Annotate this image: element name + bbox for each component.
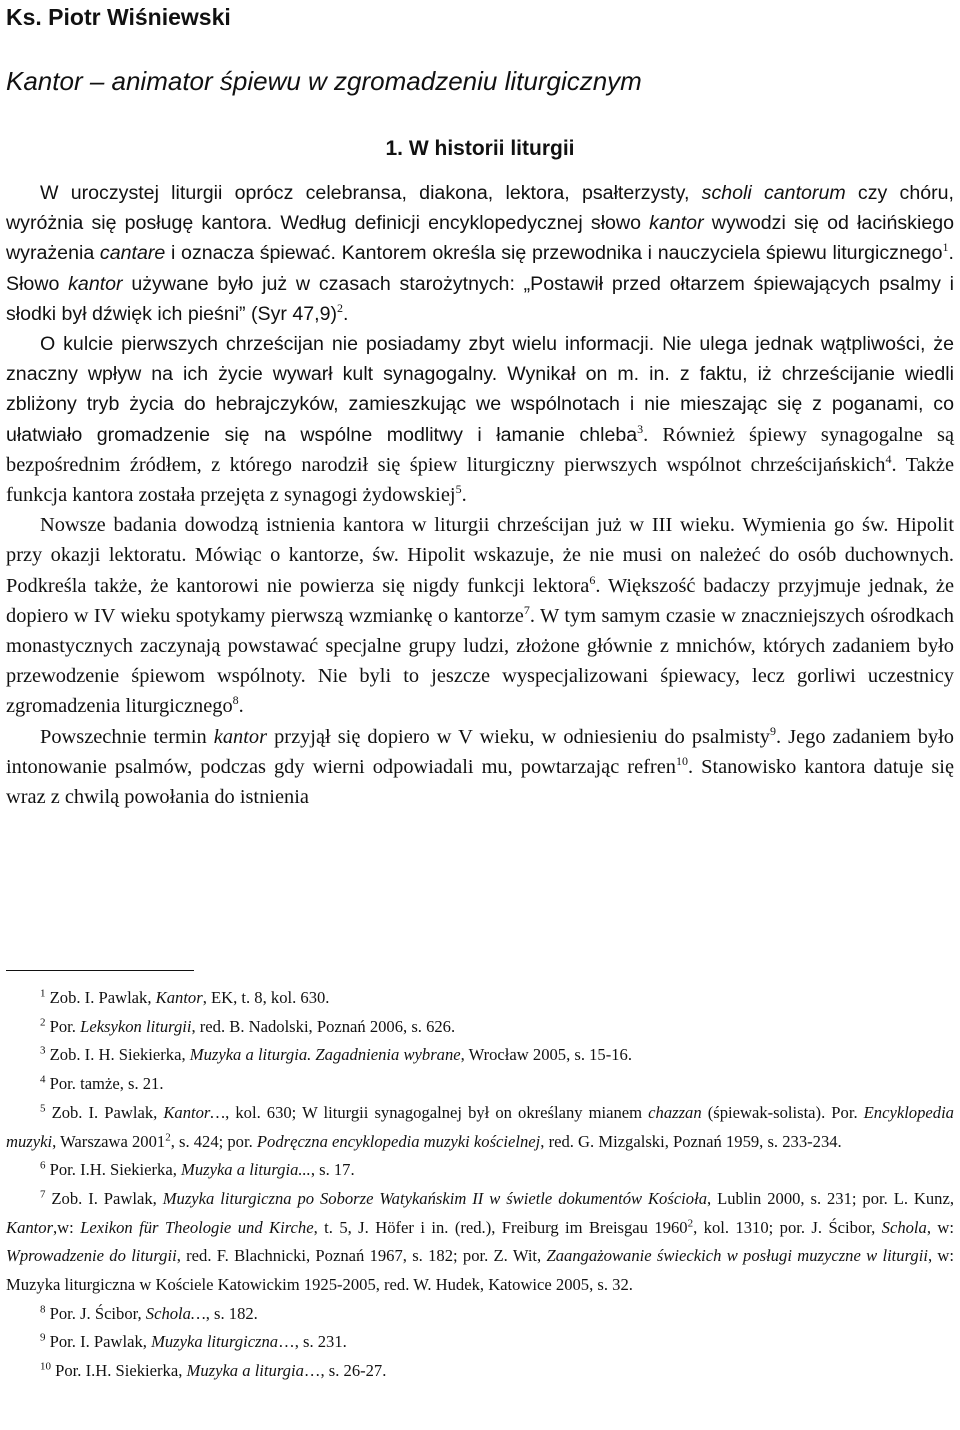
footnote-separator [6,970,194,971]
article-title: Kantor – animator śpiewu w zgromadzeniu liturgicznym [6,66,642,96]
footnote-ref[interactable]: 2 [337,301,344,316]
paragraph-4: Powszechnie termin kantor przyjął się dopiero w V wieku, w odniesieniu do psalmisty$^9$. Jego zadaniem było intonowanie psalmów, podczas gdy wierni odpowiadali mu, powtarzając refren$^{10}$. Stanowisko kantora datuje się wraz z chwilą powołania do istnienia [6,723,954,809]
footnote-8: $^8$ Por. J. Ścibor, Schola…, s. 182. [40,1303,258,1323]
footnote-1: $^1$ Zob. I. Pawlak, Kantor, EK, t. 8, kol. 630. [40,987,330,1007]
paragraph-1: W uroczystej liturgii oprócz celebransa, diakona, lektora, psałterzysty, scholi cantorum czy chóru, wyróżnia się posługę kantora. Według definicji encyklopedycznej słowo kantor wywodzi się od łacińskiego wyrażenia cantare i oznacza śpiewać. Kantorem określa się przewodnika i nauczyciela śpiewu liturgicznego$^1$. Słowo kantor używane było już w czasach starożytnych: „Postawił przed ołtarzem śpiewających psalmy i słodki był dźwięk ich pieśni” (Syr 47,9)$^2$. [6,182,955,325]
paragraph-3: Nowsze badania dowodzą istnienia kantora w liturgii chrześcijan już w III wieku. Wymienia go św. Hipolit przy okazji lektoratu. Mówiąc o kantorze, św. Hipolit wskazuje, że nie musi on należeć do osób duchownych. Podkreśla także, że kantorowi nie powierza się nigdy funkcji lektora$^6$. Większość badaczy przyjmuje jednak, że dopiero w IV wieku spotykamy pierwszą wzmiankę o kantorze$^7$. W tym samym czasie w znaczniejszych ośrodkach monastycznych zaczynają powstawać specjalne grupy ludzi, złożone głównie z mnichów, których zadaniem było przewodzenie śpiewom wspólnoty. Nie byli to jeszcze wyspecjalizowani śpiewacy, lecz gorliwi uczestnicy zgromadzenia liturgicznego$^8$. [6,514,954,718]
footnote-ref[interactable]: 5 [455,482,462,497]
article-body [6,178,954,812]
footnote-4: $^4$ Por. tamże, s. 21. [40,1073,164,1094]
footnotes [6,984,954,1386]
footnote-ref[interactable]: 7 [523,603,530,618]
author-name: Ks. Piotr Wiśniewski [6,4,231,30]
footnote-6: $^6$ Por. I.H. Siekierka, Muzyka a liturgia..., s. 17. [40,1159,355,1180]
footnote-3: $^3$ Zob. I. H. Siekierka, Muzyka a liturgia. Zagadnienia wybrane, Wrocław 2005, s. 15-16. [40,1044,632,1065]
footnote-10: $^{10}$ Por. I.H. Siekierka, Muzyka a liturgia…, s. 26-27. [40,1360,387,1381]
footnote-ref[interactable]: 4 [885,452,892,467]
footnote-9: $^9$ Por. I. Pawlak, Muzyka liturgiczna…, s. 231. [40,1331,347,1352]
footnote-2: $^2$ Por. Leksykon liturgii, red. B. Nadolski, Poznań 2006, s. 626. [40,1016,456,1036]
footnote-5: $^5$ Zob. I. Pawlak, Kantor…, kol. 630; W liturgii synagogalnej był on określany mianem chazzan (śpiewak-solista). Por. Encyklopedia muzyki, Warszawa 2001$^2$, s. 424; por. Podręczna encyklopedia muzyki kościelnej, red. G. Mizgalski, Poznań 1959, s. 233-234. [6,1102,954,1151]
footnote-ref[interactable]: 6 [589,572,596,587]
footnote-ref[interactable]: 3 [637,421,644,436]
section-heading: 1. W historii liturgii [385,137,575,160]
footnote-ref[interactable]: 1 [942,240,949,255]
footnote-ref[interactable]: 10 [675,754,688,769]
footnote-ref[interactable]: 9 [770,723,776,738]
footnote-7: $^7$ Zob. I. Pawlak, Muzyka liturgiczna po Soborze Watykańskim II w świetle dokumentów Kościoła, Lublin 2000, s. 231; por. L. Kunz, Kantor,w: Lexikon für Theologie und Kirche, t. 5, J. Höfer i in. (red.), Freiburg im Breisgau 1960$^2$, kol. 1310; por. J. Ścibor, Schola, w: Wprowadzenie do liturgii, red. F. Blachnicki, Poznań 1967, s. 182; por. Z. Wit, Zaangażowanie świeckich w posługi muzyczne w liturgii, w: Muzyka liturgiczna w Kościele Katowickim 1925-2005, red. W. Hudek, Katowice 2005, s. 32. [6,1188,955,1295]
footnote-ref[interactable]: 8 [232,693,239,708]
paragraph-2: O kulcie pierwszych chrześcijan nie posiadamy zbyt wielu informacji. Nie ulega jednak wątpliwości, że znaczny wpływ na ich życie wywarł kult synagogalny. Wynikał on m. in. z faktu, iż chrześcijanie wiedli zbliżony tryb życia do hebrajczyków, zamieszkując we wspólnotach i nie mieszając się z poganami, co ułatwiało gromadzenie się na wspólne modlitwy i łamanie chleba$^3$. Również śpiewy synagogalne są bezpośrednim źródłem, z którego narodził się śpiew liturgiczny pierwszych wspólnot chrześcijańskich$^4$. Także funkcja kantora została przejęta z synagogi żydowskiej$^5$. [6,333,954,507]
